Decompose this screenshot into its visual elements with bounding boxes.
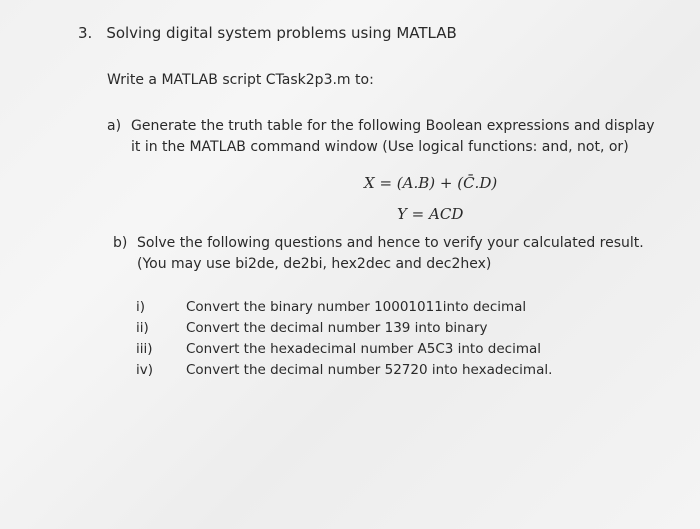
- list-item-numeral: iv): [136, 361, 154, 378]
- list-item: [136, 296, 552, 317]
- question-title: Solving digital system problems using MATLAB: [106, 24, 457, 42]
- question-heading: [78, 24, 457, 42]
- list-item-numeral: i): [136, 298, 146, 315]
- part-a-text: Generate the truth table for the following Boolean expressions and display it in the MATLAB command window (Use logical functions: and, not, or): [131, 118, 655, 155]
- conversion-list: [136, 296, 552, 380]
- instruction-text: Write a MATLAB script CTask2p3.m to:: [107, 72, 374, 88]
- part-b-label: b): [113, 235, 128, 251]
- list-item-text: Convert the binary number 10001011into decimal: [186, 298, 527, 315]
- list-item-text: Convert the hexadecimal number A5C3 into decimal: [186, 340, 542, 357]
- part-a: [107, 116, 667, 158]
- list-item-numeral: ii): [136, 319, 149, 336]
- question-number: 3.: [78, 24, 93, 42]
- part-a-label: a): [107, 118, 122, 134]
- list-item: [136, 338, 552, 359]
- list-item: [136, 359, 552, 380]
- part-b-text: Solve the following questions and hence to verify your calculated result. (You may use bi2de, de2bi, hex2dec and dec2hex): [137, 235, 644, 272]
- list-item-numeral: iii): [136, 340, 153, 357]
- part-b: [113, 233, 663, 275]
- equation-x: X = (A.B) + (C̄.D): [364, 174, 498, 192]
- list-item-text: Convert the decimal number 139 into binary: [186, 319, 488, 336]
- list-item-text: Convert the decimal number 52720 into hexadecimal.: [186, 361, 553, 378]
- list-item: [136, 317, 552, 338]
- equation-y: Y = ACD: [397, 205, 464, 223]
